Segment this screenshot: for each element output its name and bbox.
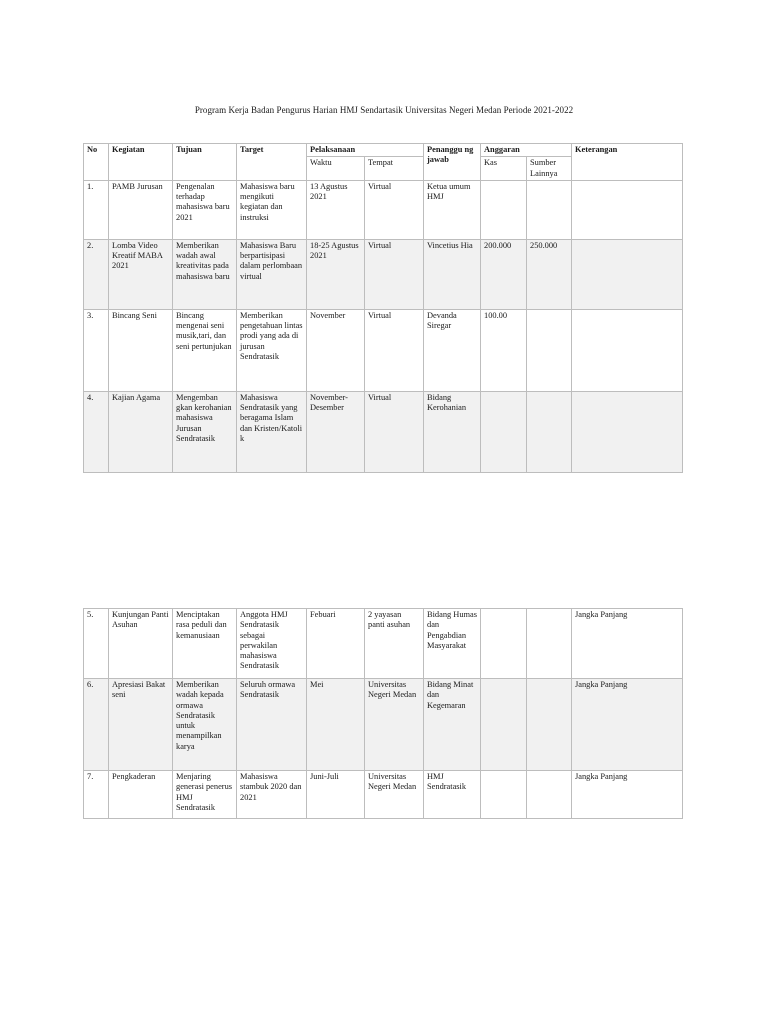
- header-kegiatan: Kegiatan: [109, 144, 173, 181]
- cell-waktu: November: [307, 309, 365, 391]
- header-keterangan: Keterangan: [572, 144, 683, 181]
- cell-sumber: [527, 609, 572, 679]
- subheader-kas: Kas: [481, 157, 527, 181]
- cell-tujuan: Memberikan wadah kepada ormawa Sendratasik untuk menampilkan karya: [173, 679, 237, 771]
- cell-kegiatan: Kunjungan Panti Asuhan: [109, 609, 173, 679]
- cell-kegiatan: Kajian Agama: [109, 391, 173, 472]
- cell-sumber: [527, 771, 572, 819]
- subheader-waktu: Waktu: [307, 157, 365, 181]
- cell-kas: 100.00: [481, 309, 527, 391]
- header-penanggung-jawab: Penanggu ng jawab: [424, 144, 481, 181]
- cell-tempat: Universitas Negeri Medan: [365, 679, 424, 771]
- cell-sumber: [527, 180, 572, 239]
- cell-kas: [481, 609, 527, 679]
- cell-tempat: Virtual: [365, 239, 424, 309]
- table-row: [84, 679, 683, 771]
- cell-tujuan: Mengemban gkan kerohanian mahasiswa Jurusan Sendratasik: [173, 391, 237, 472]
- table-row: [84, 180, 683, 239]
- cell-kegiatan: Lomba Video Kreatif MABA 2021: [109, 239, 173, 309]
- cell-waktu: 18-25 Agustus 2021: [307, 239, 365, 309]
- cell-keterangan: [572, 391, 683, 472]
- cell-penanggung-jawab: Bidang Minat dan Kegemaran: [424, 679, 481, 771]
- cell-target: Mahasiswa baru mengikuti kegiatan dan instruksi: [237, 180, 307, 239]
- header-target: Target: [237, 144, 307, 181]
- cell-waktu: November-Desember: [307, 391, 365, 472]
- cell-target: Mahasiswa stambuk 2020 dan 2021: [237, 771, 307, 819]
- cell-penanggung-jawab: Bidang Humas dan Pengabdian Masyarakat: [424, 609, 481, 679]
- cell-penanggung-jawab: Bidang Kerohanian: [424, 391, 481, 472]
- cell-kegiatan: PAMB Jurusan: [109, 180, 173, 239]
- header-pelaksanaan: Pelaksanaan: [307, 144, 424, 157]
- header-no: No: [84, 144, 109, 181]
- cell-keterangan: [572, 239, 683, 309]
- cell-kegiatan: Apresiasi Bakat seni: [109, 679, 173, 771]
- cell-kas: [481, 391, 527, 472]
- cell-no: 2.: [84, 239, 109, 309]
- cell-waktu: Febuari: [307, 609, 365, 679]
- cell-tujuan: Bincang mengenai seni musik,tari, dan seni pertunjukan: [173, 309, 237, 391]
- cell-waktu: Mei: [307, 679, 365, 771]
- table-row: [84, 239, 683, 309]
- cell-target: Anggota HMJ Sendratasik sebagai perwakilan mahasiswa Sendratasik: [237, 609, 307, 679]
- page-title: Program Kerja Badan Pengurus Harian HMJ Sendartasik Universitas Negeri Medan Periode 2021-2022: [194, 105, 574, 115]
- cell-tempat: Virtual: [365, 391, 424, 472]
- cell-sumber: [527, 679, 572, 771]
- cell-tujuan: Memberikan wadah awal kreativitas pada mahasiswa baru: [173, 239, 237, 309]
- cell-no: 1.: [84, 180, 109, 239]
- cell-penanggung-jawab: Vincetius Hia: [424, 239, 481, 309]
- cell-kas: [481, 180, 527, 239]
- cell-target: Seluruh ormawa Sendratasik: [237, 679, 307, 771]
- cell-kegiatan: Pengkaderan: [109, 771, 173, 819]
- cell-tempat: Virtual: [365, 180, 424, 239]
- cell-no: 5.: [84, 609, 109, 679]
- cell-penanggung-jawab: Ketua umum HMJ: [424, 180, 481, 239]
- cell-keterangan: [572, 180, 683, 239]
- cell-waktu: Juni-Juli: [307, 771, 365, 819]
- cell-tujuan: Menciptakan rasa peduli dan kemanusiaan: [173, 609, 237, 679]
- cell-penanggung-jawab: Devanda Siregar: [424, 309, 481, 391]
- table-row: [84, 391, 683, 472]
- cell-sumber: [527, 391, 572, 472]
- cell-sumber: [527, 309, 572, 391]
- cell-keterangan: Jangka Panjang: [572, 679, 683, 771]
- cell-keterangan: [572, 309, 683, 391]
- subheader-tempat: Tempat: [365, 157, 424, 181]
- subheader-sumber-lainnya: Sumber Lainnya: [527, 157, 572, 181]
- cell-tujuan: Menjaring generasi penerus HMJ Sendratasik: [173, 771, 237, 819]
- cell-kegiatan: Bincang Seni: [109, 309, 173, 391]
- cell-kas: 200.000: [481, 239, 527, 309]
- cell-keterangan: Jangka Panjang: [572, 771, 683, 819]
- cell-sumber: 250.000: [527, 239, 572, 309]
- cell-no: 4.: [84, 391, 109, 472]
- work-program-table: [83, 143, 683, 473]
- cell-kas: [481, 771, 527, 819]
- cell-no: 6.: [84, 679, 109, 771]
- table-row: [84, 609, 683, 679]
- cell-waktu: 13 Agustus 2021: [307, 180, 365, 239]
- cell-tempat: Virtual: [365, 309, 424, 391]
- cell-tempat: 2 yayasan panti asuhan: [365, 609, 424, 679]
- cell-penanggung-jawab: HMJ Sendratasik: [424, 771, 481, 819]
- cell-tempat: Universitas Negeri Medan: [365, 771, 424, 819]
- cell-kas: [481, 679, 527, 771]
- header-tujuan: Tujuan: [173, 144, 237, 181]
- header-anggaran: Anggaran: [481, 144, 572, 157]
- cell-no: 7.: [84, 771, 109, 819]
- cell-no: 3.: [84, 309, 109, 391]
- table-row: [84, 309, 683, 391]
- cell-target: Memberikan pengetahuan lintas prodi yang ada di jurusan Sendratasik: [237, 309, 307, 391]
- cell-tujuan: Pengenalan terhadap mahasiswa baru 2021: [173, 180, 237, 239]
- cell-target: Mahasiswa Baru berpartisipasi dalam perlombaan virtual: [237, 239, 307, 309]
- cell-target: Mahasiswa Sendratasik yang beragama Islam dan Kristen/Katoli k: [237, 391, 307, 472]
- table-row: [84, 771, 683, 819]
- cell-keterangan: Jangka Panjang: [572, 609, 683, 679]
- work-program-table-continued: [83, 608, 683, 819]
